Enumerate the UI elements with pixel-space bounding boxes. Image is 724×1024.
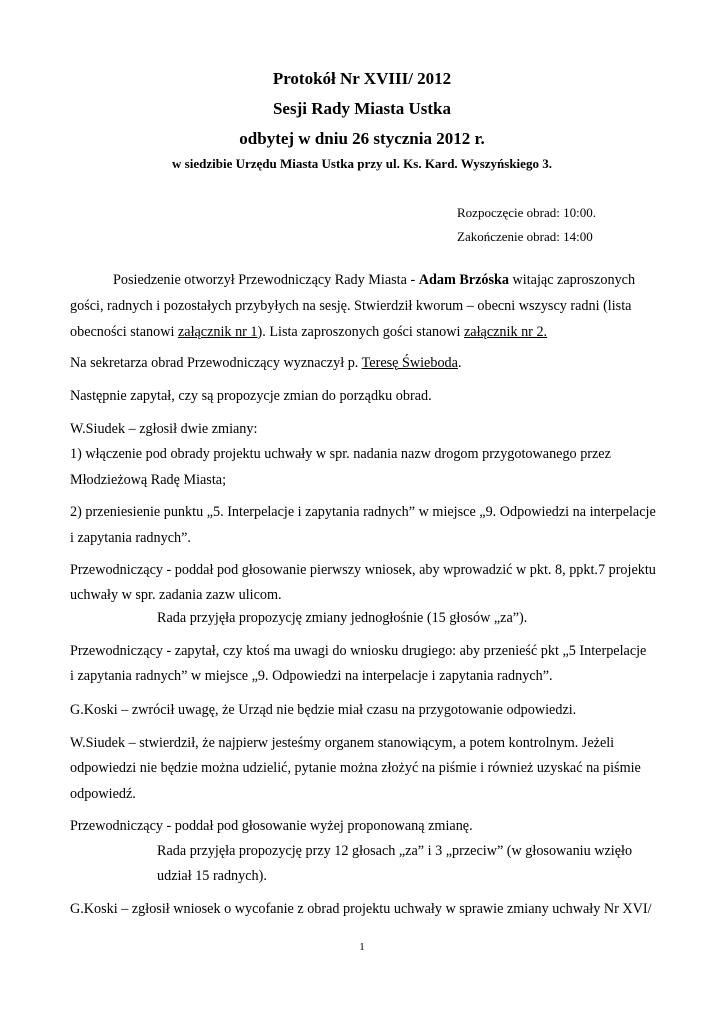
session-date: odbytej w dniu 26 stycznia 2012 r. bbox=[239, 129, 485, 148]
paragraph-line: Przewodniczący - poddał pod głosowanie pierwszy wniosek, aby wprowadzić w pkt. 8, ppkt.7 projektu bbox=[70, 562, 656, 578]
paragraph-line: uchwały w spr. zadania zazw ulicom. bbox=[70, 587, 282, 603]
paragraph-line: Następnie zapytał, czy są propozycje zmian do porządku obrad. bbox=[70, 388, 432, 404]
attachment-1-link[interactable]: załącznik nr 1 bbox=[177, 324, 258, 340]
paragraph-line: gości, radnych i pozostałych przybyłych na sesję. Stwierdził kworum – obecni wszyscy radni (lista bbox=[70, 298, 632, 314]
paragraph-line: W.Siudek – zgłosił dwie zmiany: bbox=[70, 421, 258, 437]
session-title: Sesji Rady Miasta Ustka bbox=[272, 99, 452, 118]
paragraph-line: G.Koski – zwrócił uwagę, że Urząd nie będzie miał czasu na przygotowanie odpowiedzi. bbox=[70, 702, 577, 718]
chairman-name: Adam Brzóska bbox=[418, 272, 509, 288]
paragraph-line: i zapytania radnych”. bbox=[70, 530, 191, 546]
paragraph-line: Rada przyjęła propozycję zmiany jednogłośnie (15 głosów „za”). bbox=[157, 610, 528, 626]
page-number: 1 bbox=[359, 941, 365, 953]
paragraph-line: Rada przyjęła propozycję przy 12 głosach „za” i 3 „przeciw” (w głosowaniu wzięło bbox=[157, 843, 633, 859]
end-time: Zakończenie obrad: 14:00 bbox=[457, 229, 593, 244]
paragraph-line: 1) włączenie pod obrady projektu uchwały w spr. nadania nazw drogom przygotowanego przez bbox=[70, 446, 611, 462]
paragraph-line: i zapytania radnych” w miejsce „9. Odpowiedzi na interpelacje i zapytania radnych”. bbox=[70, 668, 553, 684]
paragraph-line: 2) przeniesienie punktu „5. Interpelacje i zapytania radnych” w miejsce „9. Odpowiedzi na interpelacje bbox=[70, 504, 656, 520]
paragraph-line: Na sekretarza obrad Przewodniczący wyznaczył p. Teresę Świeboda. bbox=[70, 355, 462, 371]
paragraph-line: G.Koski – zgłosił wniosek o wycofanie z obrad projektu uchwały w sprawie zmiany uchwały Nr XVI/ bbox=[70, 901, 652, 917]
secretary-name: Teresę Świeboda bbox=[361, 355, 458, 371]
document-title: Protokół Nr XVIII/ 2012 bbox=[272, 69, 452, 88]
session-location: w siedzibie Urzędu Miasta Ustka przy ul. Ks. Kard. Wyszyńskiego 3. bbox=[172, 156, 552, 171]
paragraph-line: Przewodniczący - zapytał, czy ktoś ma uwagi do wniosku drugiego: aby przenieść pkt „5 Interpelacje bbox=[70, 643, 647, 659]
start-time: Rozpoczęcie obrad: 10:00. bbox=[457, 205, 596, 220]
paragraph-line: udział 15 radnych). bbox=[157, 868, 267, 884]
paragraph-line: Przewodniczący - poddał pod głosowanie wyżej proponowaną zmianę. bbox=[70, 818, 473, 834]
attachment-2-link[interactable]: załącznik nr 2. bbox=[463, 324, 548, 340]
paragraph-line: odpowiedź. bbox=[70, 786, 136, 802]
paragraph-line: Posiedzenie otworzył Przewodniczący Rady Miasta - Adam Brzóska witając zaproszonych bbox=[113, 272, 636, 288]
paragraph-line: W.Siudek – stwierdził, że najpierw jesteśmy organem stanowiącym, a potem kontrolnym. Jeżeli bbox=[70, 735, 615, 751]
paragraph-line: Młodzieżową Radę Miasta; bbox=[70, 472, 227, 488]
paragraph-line: obecności stanowi załącznik nr 1). Lista zaproszonych gości stanowi załącznik nr 2. bbox=[70, 324, 548, 340]
paragraph-line: odpowiedzi nie będzie można udzielić, pytanie można złożyć na piśmie i również uzyskać na piśmie bbox=[70, 760, 641, 776]
